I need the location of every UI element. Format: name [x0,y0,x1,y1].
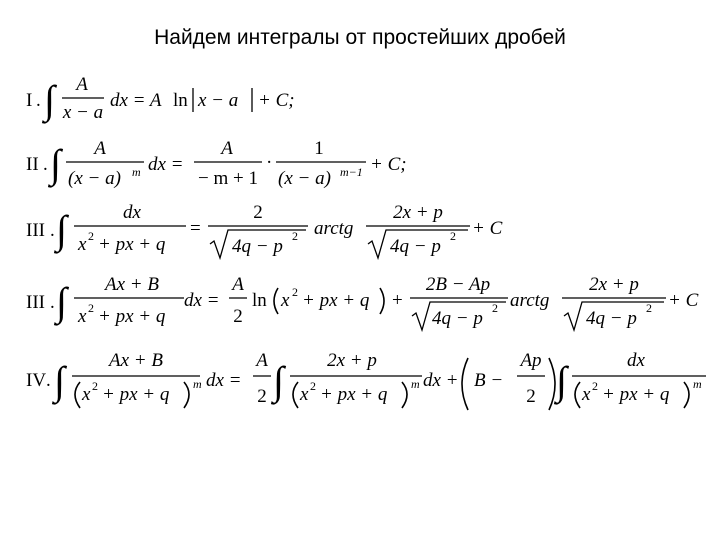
formula-2-mid: dx = [148,154,184,175]
integral-sign: ∫ [56,279,67,324]
formula-4-arg-den-sup: 2 [646,301,652,315]
formula-3-den-x: x [78,234,87,255]
formula-4-ln-arg-sup: 2 [292,285,298,299]
formula-5-int2-den-rest: + px + q [320,384,388,405]
formula-4-den-rest: + px + q [98,306,166,327]
formula-5-dx-plus: dx + [423,370,459,391]
formula-4-den-sup: 2 [88,301,94,315]
formula-3-eq: = [190,218,201,239]
formula-3-den-sup: 2 [88,229,94,243]
formula-5 [22,344,712,424]
formula-3-numerator: dx [123,202,141,223]
formula-3-label: III [26,220,45,241]
formula-4-plus: + [392,290,403,311]
formula-3-tail: + C [472,218,503,239]
formula-5-int3-num: dx [627,350,645,371]
formula-5-int2-den-exponent: m [411,377,420,391]
formula-2-coef-den: − m + 1 [198,168,258,189]
formula-5-int2-den-sup: 2 [310,379,316,393]
slide-title: Найдем интегралы от простейших дробей [154,26,566,49]
formula-1-rhs: dx = A [110,90,162,111]
formula-1-abs-arg: x − a [198,90,239,111]
integral-sign: ∫ [556,358,567,403]
paren-left-big [462,358,468,410]
formula-2 [22,132,442,194]
paren-left [274,288,278,314]
paren-right [184,382,189,408]
paren-right-big [549,358,555,410]
formula-5-ap-num: Ap [520,350,542,371]
formula-4-arg-den: 4q − p [586,308,637,329]
formula-1 [22,68,342,130]
formula-5-den-exponent: m [193,377,202,391]
formula-3-arg-den-sup: 2 [450,229,456,243]
formula-3-coef-num: 2 [253,202,263,223]
formula-4-den-x: x [78,306,87,327]
formula-4-mid: dx = [184,290,220,311]
formula-1-denominator: x − a [62,102,104,123]
formula-2-coef-num: A [221,138,233,159]
formula-3-arg-den: 4q − p [390,236,441,257]
formula-1-label: I [26,90,33,111]
formula-5-int2-num: 2x + p [327,350,377,371]
integral-sign: ∫ [56,207,67,252]
formula-2-dot-op: · [266,152,273,173]
formula-2-denominator: (x − a) [68,168,121,189]
formula-4-ln-arg-rest: + px + q [302,290,370,311]
formula-5-den-sup: 2 [92,379,98,393]
formula-3-func: arctg [314,218,354,239]
paren-left [75,382,80,408]
formula-4-func: arctg [510,290,550,311]
formula-5-B: B − [474,370,504,391]
formula-3-dot: . [50,220,55,241]
formula-4-ln: ln [252,290,267,311]
formula-3-coef-den-sup: 2 [292,229,298,243]
formula-5-label: IV [26,370,47,391]
formula-4-label: III [26,292,45,313]
formula-4-tail: + C [668,290,699,311]
formula-5-int3-den-sup: 2 [592,379,598,393]
formula-4-coef-den: 4q − p [432,308,483,329]
formula-2-dot: . [43,154,48,175]
formula-2-den-exponent: m [132,165,141,179]
formula-4 [22,268,712,338]
formula-4-coef-den-sup: 2 [492,301,498,315]
formula-5-half-num: A [256,350,268,371]
integral-sign: ∫ [273,358,284,403]
paren-right [380,288,384,314]
formula-4-arg-num: 2x + p [589,274,639,295]
formula-5-ap-den: 2 [526,386,536,407]
formula-2-frac-den-exponent: m−1 [340,165,363,179]
formula-1-ln: ln [173,90,188,111]
formula-1-numerator: A [76,74,88,95]
formula-2-numerator: A [94,138,106,159]
formula-4-half-num: A [232,274,244,295]
formula-1-dot: . [36,90,41,111]
paren-left [575,382,580,408]
formula-2-label: II [26,154,39,175]
formula-5-half-den: 2 [257,386,267,407]
formula-1-tail: + C; [258,90,295,111]
formula-4-coef-num: 2B − Ap [425,274,491,295]
integral-sign: ∫ [50,141,61,186]
formula-3-arg-num: 2x + p [393,202,443,223]
formula-5-den-rest: + px + q [102,384,170,405]
formula-5-dot: . [46,370,51,391]
formula-3-coef-den: 4q − p [232,236,283,257]
formula-5-int3-den-exponent: m [693,377,702,391]
paren-left [293,382,298,408]
formula-2-tail: + C; [370,154,407,175]
formula-5-mid: dx = [206,370,242,391]
formula-4-numerator: Ax + B [105,274,159,295]
formula-3-den-rest: + px + q [98,234,166,255]
paren-right [402,382,407,408]
integral-sign: ∫ [54,358,65,403]
formula-5-den-x: x [82,384,91,405]
paren-right [684,382,689,408]
formula-5-int2-den-x: x [300,384,309,405]
formula-2-frac-num: 1 [314,138,324,159]
formula-2-frac-den: (x − a) [278,168,331,189]
formula-4-ln-arg-x: x [281,290,290,311]
formula-4-half-den: 2 [233,306,243,327]
formula-4-dot: . [50,292,55,313]
formula-5-int3-den-x: x [582,384,591,405]
formula-5-int3-den-rest: + px + q [602,384,670,405]
formula-3 [22,198,502,264]
formula-5-numerator: Ax + B [109,350,163,371]
integral-sign: ∫ [44,77,55,122]
